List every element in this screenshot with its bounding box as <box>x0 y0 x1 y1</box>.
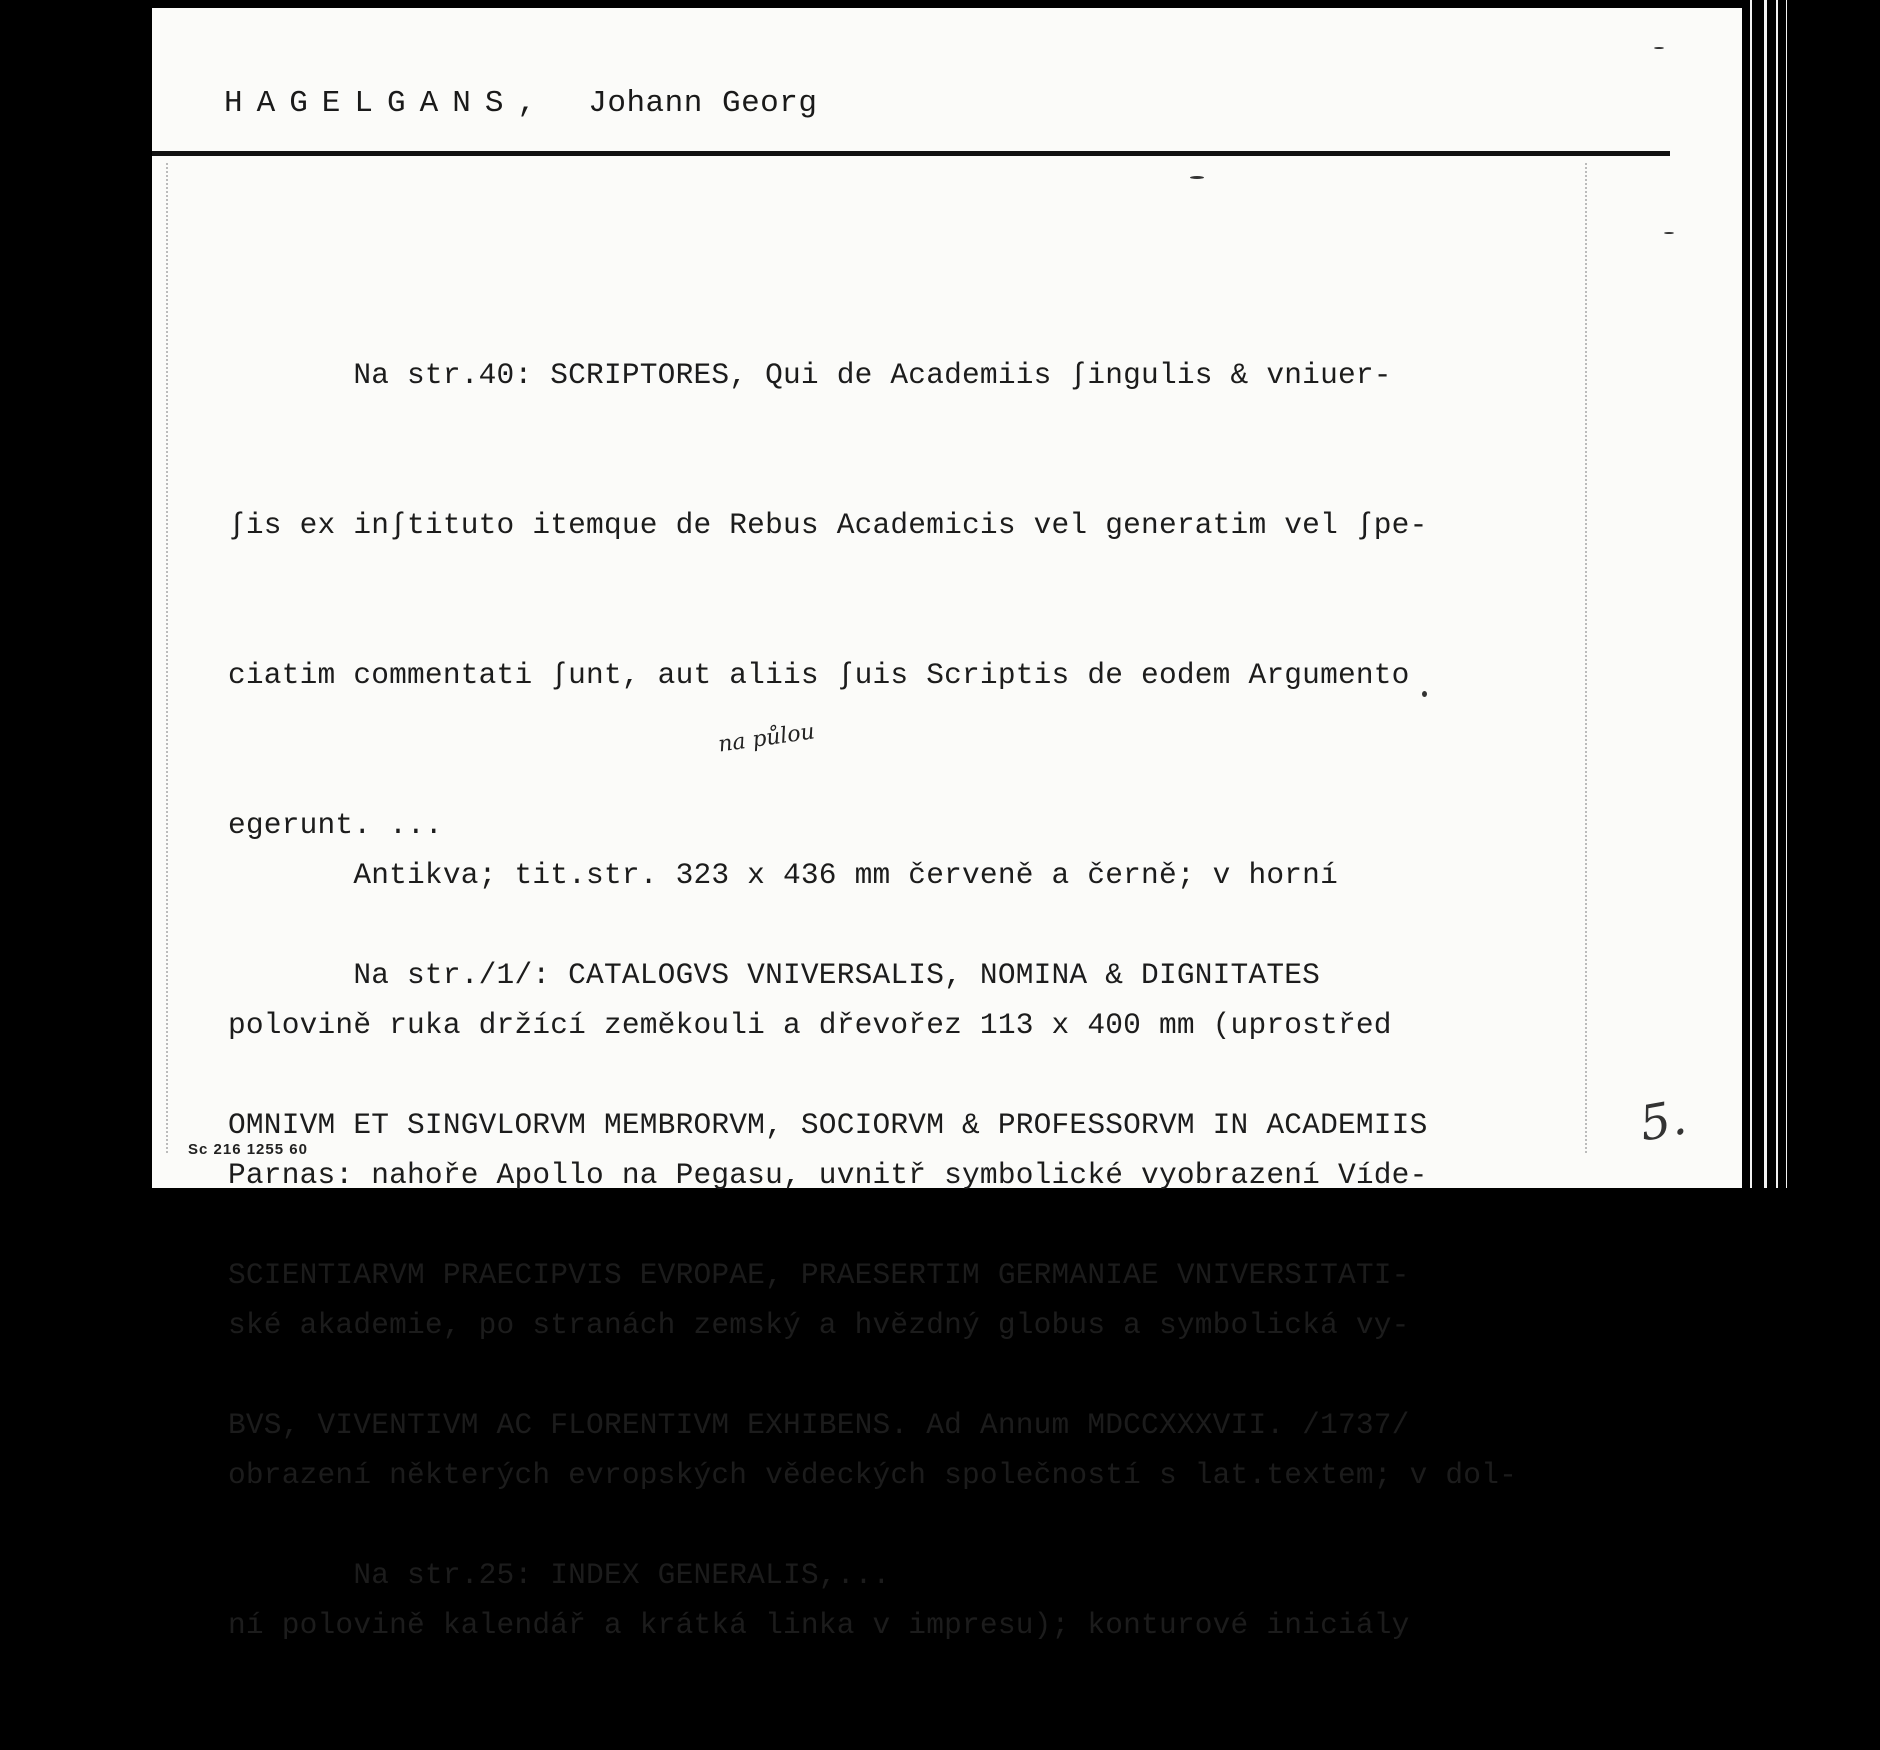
text-line: Parnas: nahoře Apollo na Pegasu, uvnitř symbolické vyobrazení Víde- <box>228 1158 1428 1192</box>
text-line: Na str.25: INDEX GENERALIS,... <box>228 1558 891 1592</box>
author-surname: HAGELGANS, <box>224 86 551 121</box>
scan-speck <box>1664 232 1674 234</box>
scan-speck <box>1654 47 1664 49</box>
description-paragraph-2 <box>228 750 1517 1750</box>
text-line: ní polovině kalendář a krátká linka v impresu); konturové iniciály <box>228 1608 1410 1642</box>
header-rule <box>152 151 1670 156</box>
text-line: BVS, VIVENTIVM AC FLORENTIVM EXHIBENS. Ad Annum MDCCXXXVII. /1737/ <box>228 1408 1410 1442</box>
catalog-card <box>152 8 1742 1642</box>
scan-speck <box>1422 691 1427 697</box>
scan-speck <box>1190 176 1204 179</box>
right-margin-dotted-line <box>1585 163 1587 1153</box>
text-line: obrazení některých evropských vědeckých společností s lat.textem; v dol- <box>228 1458 1518 1492</box>
text-line: egerunt. ... <box>228 808 443 842</box>
text-line: Na str./1/: CATALOGVS VNIVERSALIS, NOMINA & DIGNITATES <box>228 958 1321 992</box>
text-line: Antikva; tit.str. 323 x 436 mm červeně a černě; v horní <box>228 858 1338 892</box>
scan-right-edge <box>1742 0 1880 1188</box>
handwritten-annotation: na půlou <box>716 719 817 758</box>
text-line: Na str.40: SCRIPTORES, Qui de Academiis ∫ingulis & vniuer- <box>228 358 1392 392</box>
left-margin-dotted-line <box>166 163 168 1153</box>
text-line: SCIENTIARVM PRAECIPVIS EVROPAE, PRAESERTIM GERMANIAE VNIVERSITATI- <box>228 1258 1410 1292</box>
text-line: ∫is ex in∫tituto itemque de Rebus Academicis vel generatim vel ∫pe- <box>228 508 1428 542</box>
card-footer-code: Sc 216 1255 60 <box>188 1141 308 1158</box>
card-header-title <box>224 86 818 121</box>
text-line: polovině ruka držící zeměkouli a dřevořez 113 x 400 mm (uprostřed <box>228 1008 1392 1042</box>
scan-left-border <box>0 0 152 1188</box>
author-given-names: Johann Georg <box>588 86 818 121</box>
text-line: ské akademie, po stranách zemský a hvězdný globus a symbolická vy- <box>228 1308 1410 1342</box>
text-line: ciatim commentati ∫unt, aut aliis ∫uis Scriptis de eodem Argumento <box>228 658 1410 692</box>
handwritten-page-number: 5. <box>1635 1089 1691 1153</box>
text-line: OMNIVM ET SINGVLORVM MEMBRORVM, SOCIORVM & PROFESSORVM IN ACADEMIIS <box>228 1108 1428 1142</box>
